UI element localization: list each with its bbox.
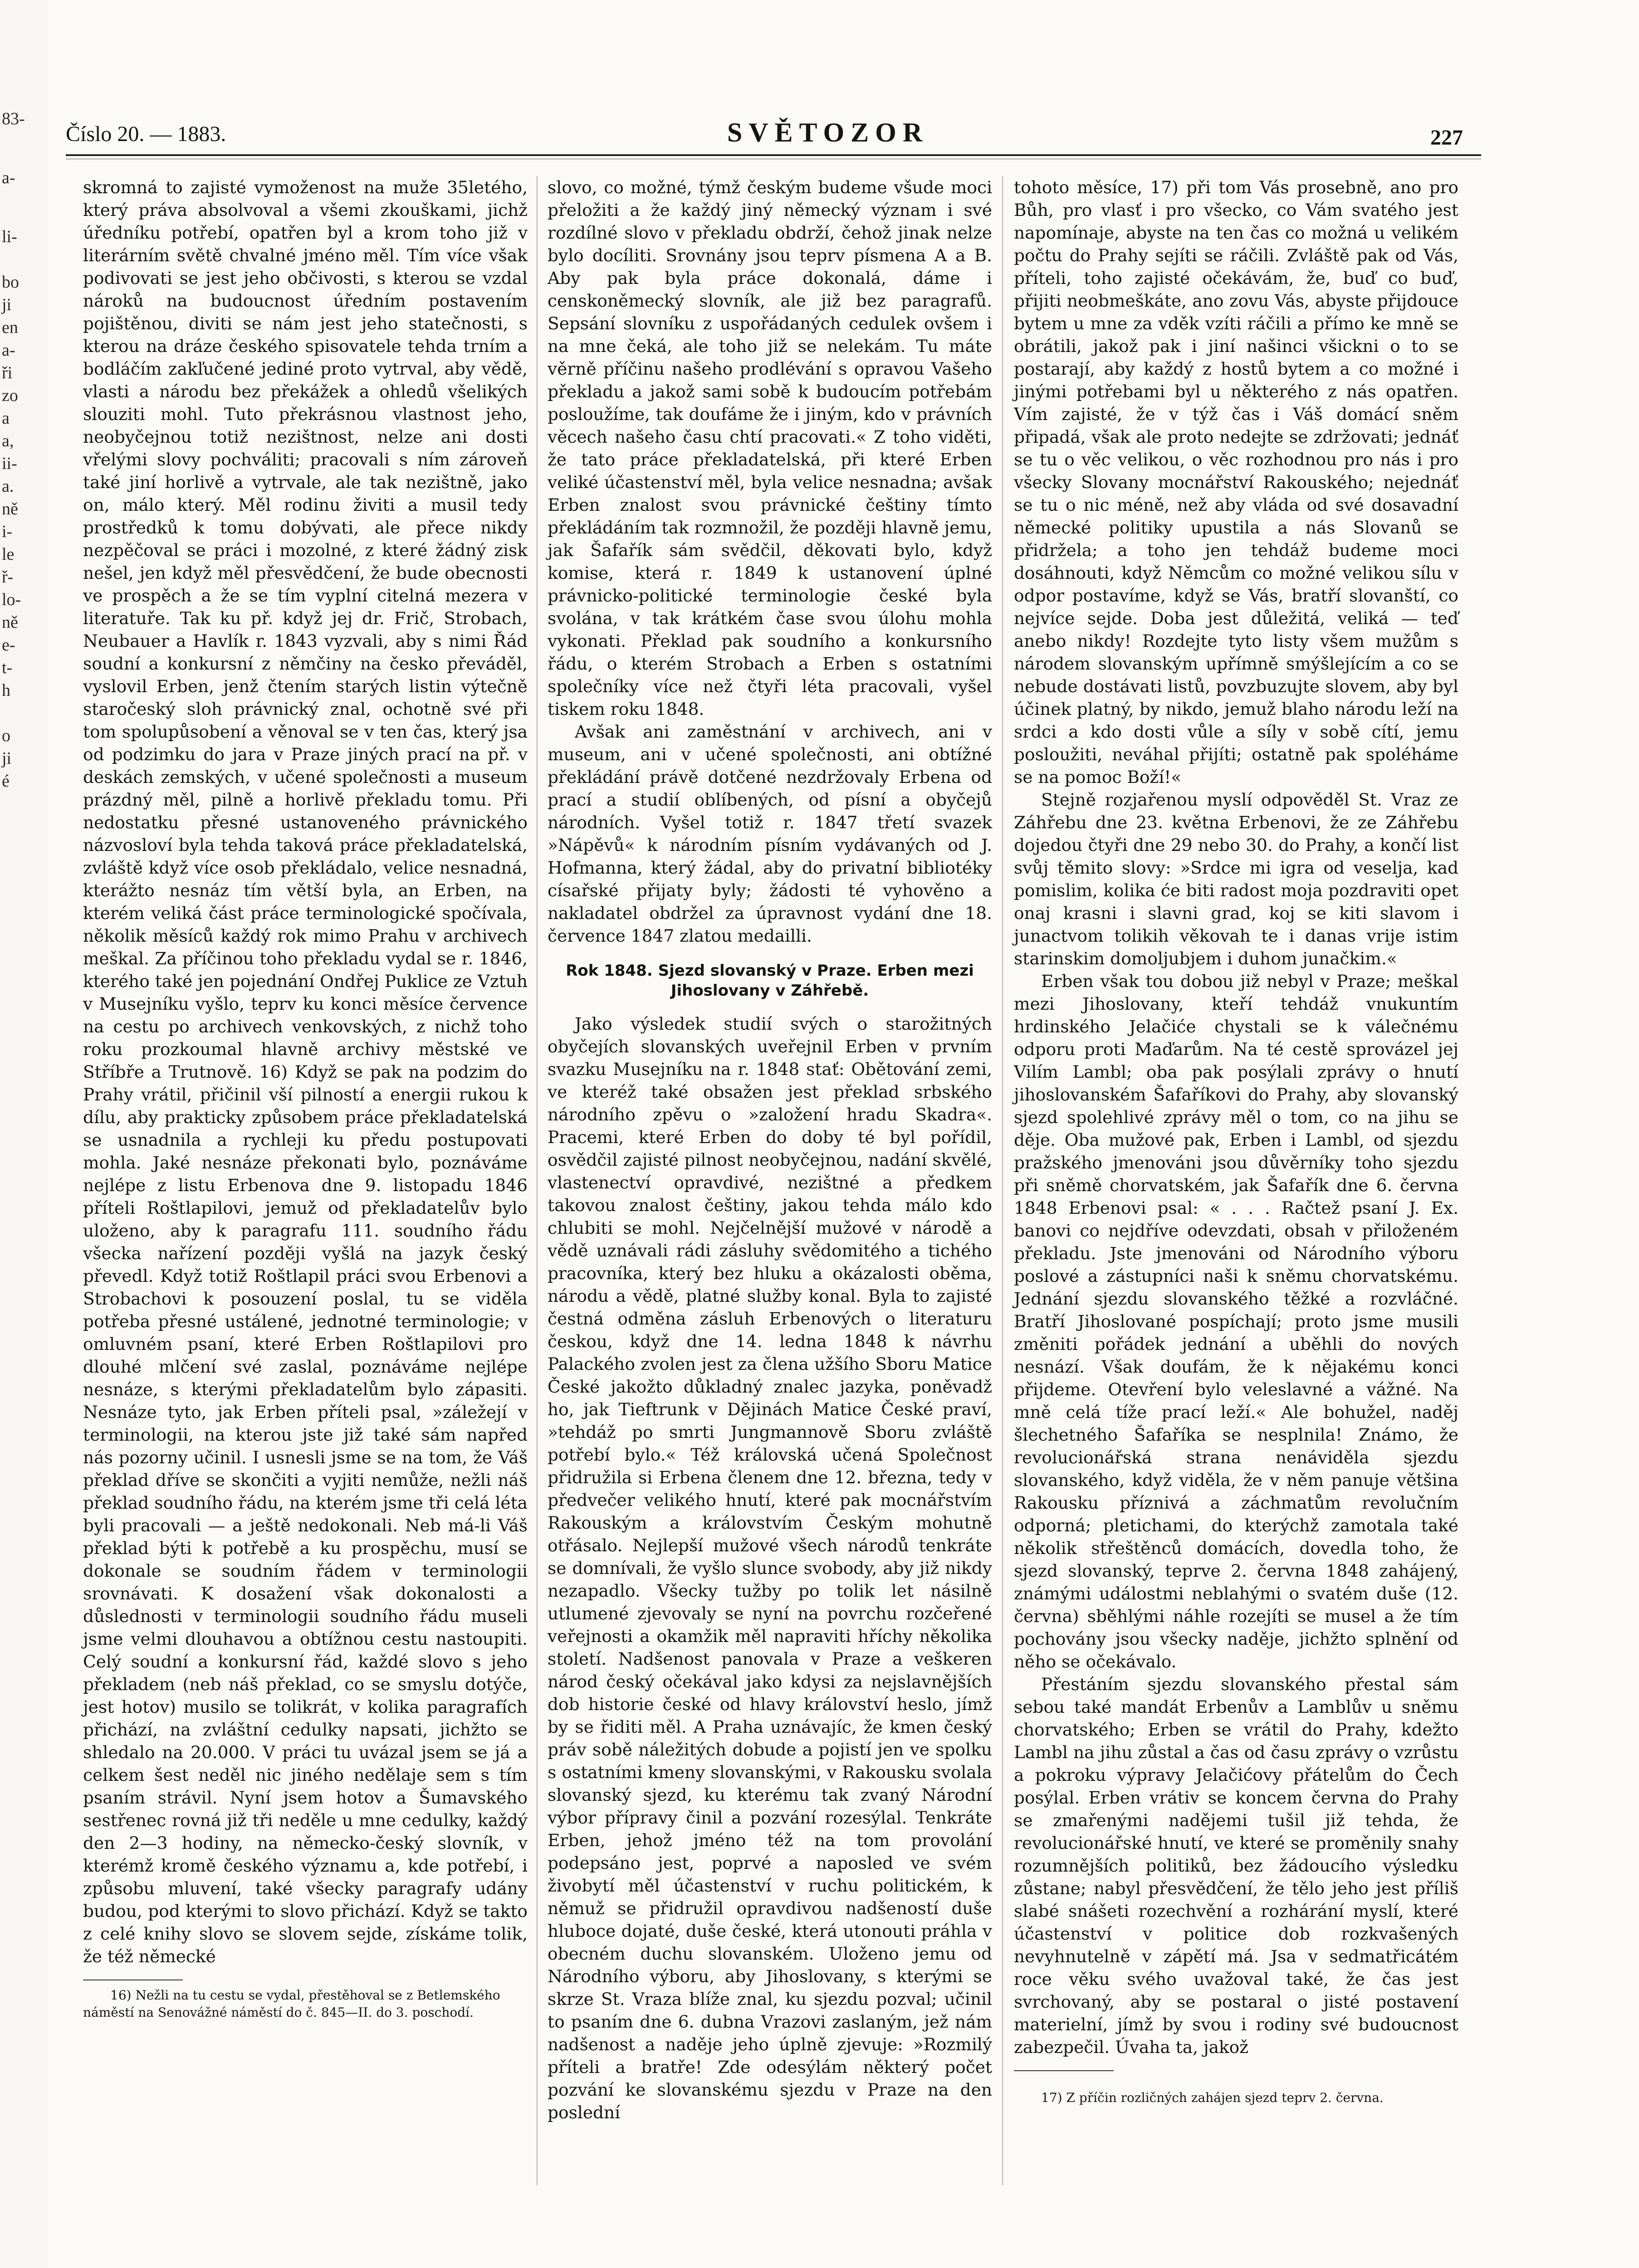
margin-fragment: a-: [2, 168, 15, 187]
footnote-17: 17) Z příčin rozličných zahájen sjezd teprv 2. června.: [1041, 2090, 1384, 2105]
margin-fragment: a-: [2, 341, 15, 360]
margin-fragment: a.: [2, 477, 14, 496]
margin-fragment: ř-: [2, 567, 14, 587]
margin-fragment: ně: [2, 613, 18, 632]
margin-fragment: ně: [2, 499, 18, 518]
paragraph: Jako výsledek studií svých o starožitných obyčejích slovanských uveřejnil Erben v prvním svazku Musejníku na r. 1848 stať: Obětování zemi, ve kteréž také obsažen jest překlad srbského národního zpěvu o »založení hradu Skadra«. Pracemi, které Erben do doby té byl pořídil, osvědčil zajisté pilnost neobyčejnou, nadání skvělé, vlastenectví opravdivé, nezištné a předkem takovou znalost češtiny, jakou tehda málo kdo chlubiti se mohl. Nejčelnější mužové v národě a vědě uznávali rádi zásluhy svědomitého a tichého pracovníka, který bez hluku a okázalosti oběma, národu a vědě, platné služby konal. Byla to zajisté čestná odměna zásluh Erbenových o literaturu českou, když dne 14. ledna 1848 k návrhu Palackého zvolen jest za člena užšího Sboru Matice České jakožto důkladný znalec jazyka, poněvadž ho, jak Tieftrunk v Dějinách Matice České praví, »tehdáž po smrti Jungmannově Sboru zvláště potřebí bylo.« Též královská učená Společnost přidružila si Erbena členem dne 12. března, tedy v předvečer velikého hnutí, které pak mocnářstvím Rakouským a královstvím Českým mohutně otřásalo. Nejlepší mužové všech národů tenkráte se domnívali, že vyšlo slunce svobody, aby již nikdy nezapadlo. Všecky tužby po tolik let násilně utlumené zjevovaly se nyní na povrchu rozčeřené veřejnosti a okamžik měl napraviti hříchy několika století. Nadšenost panovala v Praze a veškeren národ český očekával jako kdysi za nejslavnějších dob historie české od hlavy království heslo, jímž by se řiditi měl. A Praha uznávajíc, že kmen český práv sobě náležitých dobude a pojistí jen ve spolku s ostatními kmeny slovanskými, v Rakousku svolala slovanský sjezd, ku kterému tak zvaný Národní výbor přípravy činil a pozvání rozesýlal. Tenkráte Erben, jehož jméno též na tom provolání podepsáno jest, poprvé a naposled ve svém živobytí měl účastenství v ruchu politickém, k němuž se přidružil opravdivou nadšeností duše hluboce dojaté, duše české, která utonouti práhla v obecném duchu slovanském. Uloženo jemu od Národního výboru, aby Jihoslovany, s kterými se skrze St. Vraza blíže znal, ku sjezdu pozval; učinil to psaním dne 6. dubna Vrazovi zaslaným, jež nám nadšenost a naděje jeho úplně zjevuje: »Rozmilý příteli a bratře! Zde odesýlám některý počet pozvání ke slovanskému sjezdu v Praze na den poslední: [548, 1014, 992, 2122]
margin-fragment: t-: [2, 658, 13, 677]
column-divider: [537, 176, 538, 2185]
margin-fragment: bo: [2, 273, 19, 292]
footnote-16: 16) Nežli na tu cestu se vydal, přestěhoval se z Betlemského náměstí na Senovážné náměstí do č. 845—II. do 3. poschodí.: [83, 1988, 500, 2020]
margin-fragment: 83-: [2, 109, 25, 128]
column-1: [83, 176, 528, 2021]
footnote-rule: [1014, 2070, 1114, 2071]
header-rule: [66, 154, 1481, 156]
margin-fragment: li-: [2, 227, 17, 246]
margin-fragment: a: [2, 409, 10, 428]
paragraph: tohoto měsíce, 17) při tom Vás prosebně, ano pro Bůh, pro vlasť i pro všecko, co Vám svatého jest napomínaje, abyste na ten čas co možná u velikém počtu do Prahy sejíti se ráčili. Zvláště pak od Vás, příteli, toho zajisté očekávám, že, buď co buď, přijiti neobmeškáte, ano zovu Vás, abyste přijdouce bytem u mne za vděk vzíti ráčili a přímo ke mně se obrátili, jakož pak i jiní našinci všickni o to se postarají, aby každý z hostů bytem a co možné i jinými potřebami byl u některého z nás opatřen. Vím zajisté, že v týž čas i Váš domácí sněm připadá, však ale proto nedejte se zdržovati; jednáť se tu o věc velikou, o věc rozhodnou pro nás i pro všecky Slovany mocnářství Rakouského; nejednáť se tu o nic méně, než aby vláda od své dosavadní německé politiky upustila a nás Slovanů se přidržela; a toho jen tehdáž budeme moci dosáhnouti, když Němcům co možné velikou sílu v odpor postavíme, když se Vás, bratří slovanští, co nejvíce sejde. Doba jest důležitá, veliká — teď anebo nikdy! Rozdejte tyto listy všem mužům s národem slovanským upřímně smýšlejícím a co se nebude dostávati listů, povzbuzujte slovem, aby byl účinek platný, by nikdo, jemuž blaho národu leží na srdci a kdo dosti vůle a síly v sobě cítí, jemu posloužiti, neváhal přijíti; ostatně pak spoléháme se na pomoc Boží!«: [1014, 177, 1458, 787]
margin-fragment: ři: [2, 363, 13, 382]
paragraph: skromná to zajisté vymoženost na muže 35letého, který práva absolvoval a všemi zkouškami, jichž úředníku potřebí, opatřen byl a krom toho již v literárním světě chvalné jméno měl. Tím více však podivovati se jest jeho občivosti, s kterou se vzdal nároků na budoucnost úředním postavením pojištěnou, diviti se nám jest jeho statečnosti, s kterou na dráze českého spisovatele tehda trním a bodláčím zakľučené jediné proto vytrval, aby vědě, vlasti a národu bez překážek a ohledů všelikých slouziti mohl. Tuto překrásnou vlastnost jeho, neobyčejnou totiž nezištnost, nelze ani dosti vřelými slovy pochváliti; pracovali s ním zároveň také jiní horlivě a vytrvale, ale tak nezištně, jako on, málo který. Měl rodinu živiti a musil tedy prostředků k tomu dobývati, ale přece nikdy nezpěčoval se práci i mozolné, z které žádný zisk nešel, jen když měl přesvědčení, že bude obecnosti ve prospěch a že se tím vyplní citelná mezera v literatuře. Tak ku př. když jej dr. Frič, Strobach, Neubauer a Havlík r. 1843 vyzvali, aby s nimi Řád soudní a konkursní z němčiny na česko převáděl, vyslovil Erben, jenž čtením starých listin výtečně staročeský sloh právnický znal, ochotně své při tom spolupůsobení a věnoval se v ten čas, který jsa od podzimku do jara v Praze jiných prací na př. v deskách zemských, v učené společnosti a museum prázdný měl, pilně a horlivě překladu tomu. Při nedostatku přesné ustanoveného právnického názvosloví byla tehda taková práce překladatelská, zvláště když více osob překládalo, velice nesnadná, kterážto nesnáz tím větší byla, an Erben, na kterém veliká část práce terminologické spočívala, několik měsíců každý rok mimo Prahu v archivech meškal. Za příčinou toho překladu vydal se r. 1846, kterého také jen pojednání Ondřej Puklice ze Vztuh v Musejníku vyšlo, teprv ku konci měsíce července na cestu po archivech venkovských, z nichž toho roku prozkoumal hlavně archivy městské ve Stříbře a Trutnově. 16) Když se pak na podzim do Prahy vrátil, přičinil vší pilností a energii rukou k dílu, aby prakticky způsobem práce překladatelská se usnadnila a rychleji ku předu postupovati mohla. Jaké nesnáze překonati bylo, poznáváme nejlépe z listu Erbenova dne 9. listopadu 1846 příteli Roštlapilovi, jemuž od překladatelův bylo uloženo, aby k paragrafu 111. soudního řádu všecka nařízení později vyšlá na jazyk český převedl. Když totiž Roštlapil práci svou Erbenovi a Strobachovi k posouzení poslal, tu se viděla potřeba přesné ustálené, jednotné terminologie; v omluvném psaní, které Erben Roštlapilovi pro dlouhé mlčení své zaslal, poznáváme nejlépe nesnáze, s kterými překladatelům bylo zápasiti. Nesnáze tyto, jak Erben příteli psal, »záležejí v terminologii, na kterou jste již také sám napřed nás pozorny učinil. I usnesli jsme se na tom, že Váš překlad dříve se skončiti a vyjiti nemůže, nežli náš překlad soudního řádu, na kterém jsme tři celá léta byli pracovali — a ještě nedokonali. Neb má-li Váš překlad býti k potřebě a ku prospěchu, musí se dokonale se soudním řádem v terminologii srovnávati. K dosažení však dokonalosti a důslednosti v terminologii soudního řádu museli jsme velmi dlouhavou a obtížnou cestu nastoupiti. Celý soudní a konkursní řád, každé slovo s jeho překladem (neb náš překlad, co se smyslu dotýče, jest hotov) musilo se tolikrát, v kolika paragrafích přichází, na zvláštní cedulky napsati, jichžto se shledalo na 20.000. V práci tu uvázal jsem se já a celkem šest neděl nic jiného nedělaje sem s tím psaním strávil. Nyní jsem hotov a Šumavského sestřenec rovná již tři neděle u mne cedulky, každý den 2—3 hodiny, na německo-český slovník, v kterémž kromě českého významu a, kde potřebí, i způsobu mluvení, také všecky paragrafy udány budou, pod kterými to slovo přichází. Když se takto z celé knihy slovo se slovem sejde, získáme tolik, že též německé: [83, 177, 528, 1966]
margin-fragment: ji: [2, 295, 12, 314]
margin-fragment: i-: [2, 522, 13, 541]
page-number: 227: [1430, 126, 1463, 150]
margin-fragment: lo-: [2, 590, 21, 609]
margin-fragment: le: [2, 545, 15, 564]
paragraph: Avšak ani zaměstnání v archivech, ani v museum, ani v učené společnosti, ani obtížné překládání právě dotčené nezdržovaly Erbena od prací a studií oblíbených, od písní a obyčejů národních. Vyšel totiž r. 1847 třetí svazek »Nápěvů« k národním písním vydávaných od J. Hofmanna, který žádal, aby do privatní bibliotéky císařské přijaty byly; žádosti té vyhověno a nakladatel obdržel za úpravnost vydání dne 18. července 1847 zlatou medailli.: [548, 722, 992, 946]
margin-fragment: h: [2, 681, 10, 700]
paragraph: Přestáním sjezdu slovanského přestal sám sebou také mandát Erbenův a Lamblův u sněmu chorvatského; Erben se vrátil do Prahy, kdežto Lambl na jihu zůstal a čas od času zprávy o vzrůstu a pokroku výpravy Jelačićovy přátelům do Čech posýlal. Erben vrátiv se koncem června do Prahy se zmařenými nadějemi tušil již tehda, že revolucionářské hnutí, ve které se proměnily snahy rozumnějších politiků, bez žádoucího výsledku zůstane; nabyl přesvědčení, že tělo jeho jest příliš slabé snášeti rozechvění a rozhárání myslí, které účastenství v politice dob rozkvašených nevyhnutelně v zápětí má. Jsa v sedmatřicátém roce věku svého uvažoval také, že čas jest svrchovaný, aby se postaral o jisté postavení materielní, jímž by svou i rodiny své budoucnost zabezpečil. Úvaha ta, jakož: [1014, 1674, 1458, 2057]
margin-fragment: a,: [2, 431, 14, 450]
column-divider: [1002, 176, 1003, 2185]
margin-fragment: ji: [2, 749, 12, 768]
paragraph: Stejně rozjařenou myslí odpověděl St. Vraz ze Záhřebu dne 23. května Erbenovi, že ze Záhřebu dojedou čtyři dne 29 nebo 30. do Prahy, a končí list svůj těmito slovy: »Srdce mi igra od veselja, kad pomislim, kolika će biti radost moja pozdraviti opet onaj krasni i slavni grad, koj se kiti slavom i junactvom tolikih věkovah te i danas vrije istim starinskim domoljubjem i duhom junačkim.«: [1014, 790, 1458, 968]
margin-fragment: ii-: [2, 454, 17, 473]
margin-fragment: en: [2, 318, 18, 337]
issue-number: Číslo 20. — 1883.: [66, 122, 226, 146]
journal-page: [48, 0, 1639, 2268]
column-3: [1014, 176, 1458, 2107]
margin-fragment: é: [2, 772, 10, 791]
margin-fragment: o: [2, 726, 10, 745]
column-2: [548, 176, 992, 2124]
adjacent-page-edge: [0, 0, 49, 2268]
journal-title: SVĚTOZOR: [727, 117, 929, 147]
section-heading: Rok 1848. Sjezd slovanský v Praze. Erben mezi Jihoslovany v Záhřebě.: [566, 962, 974, 1000]
margin-fragment: e-: [2, 635, 15, 655]
paragraph: Erben však tou dobou již nebyl v Praze; meškal mezi Jihoslovany, kteří tehdáž vnukuntím hrdinského Jelačiće chystali se k válečnému odporu proti Maďarům. Na té cestě sprovázel jej Vilím Lambl; oba pak posýlali zprávy o hnutí jihoslovanském Šafaříkovi do Prahy, aby slovanský sjezd spolehlivé zprávy měl o tom, co na jihu se děje. Oba mužové pak, Erben i Lambl, od sjezdu pražského jmenováni jsou důvěrníky toho sjezdu při sněmě chorvatském, jak Šafařík dne 6. června 1848 Erbenovi psal: « . . . Račtež psaní J. Ex. banovi co nejdříve odevzdati, obsah v přiloženém překladu. Jste jmenováni od Národního výboru poslové a zástupníci naši k sněmu chorvatskému. Jednání sjezdu slovanského těžké a rozvláčné. Bratří Jihoslované pospíchají; proto jsme musili změniti pořádek jednání a uběhli do nových nesnází. Však doufám, že k nějakému konci přijdeme. Otevření bylo veleslavné a vážné. Na mně celá tíže prací leží.« Ale bohužel, naděj šlechetného Šafaříka se nesplnila! Známo, že revolucionářská strana nenáviděla sjezdu slovanského, když viděla, že v něm panuje většina Rakousku příznivá a záchmatům revolučním odporná; pletichami, do kterýchž zamotala také několik střeštěnců domácích, dovedla toho, že sjezd slovanský, teprve 2. června 1848 zahájený, známými událostmi neblahými o svatém duše (12. června) sběhlými náhle rozejíti se musel a že tím pochovány jsou všecky naděje, jichžto splnění od něho se očekávalo.: [1014, 971, 1458, 1672]
margin-fragment: zo: [2, 386, 18, 405]
paragraph: slovo, co možné, týmž českým budeme všude moci přeložiti a že každý jiný německý význam i své rozdílné slovo v překladu obdrží, čehož jinak nelze bylo docíliti. Srovnány jsou teprv písmena A a B. Aby pak byla práce dokonalá, dáme i censkoněmecký slovník, ale již bez paragrafů. Sepsání slovníku z uspořádaných cedulek ovšem i na mne čeká, ale toho již se nelekám. Tu máte věrně příčinu našeho prodlévání s opravou Vašeho překladu a jakož sami sobě k budoucím potřebám posloužíme, tak doufáme že i jiným, kdo v právních věcech našeho času chtí pracovati.« Z toho viděti, že tato práce překladatelská, při které Erben veliké účastenství měl, byla velice nesnadna; avšak Erben znalost svou právnické češtiny tímto překládáním tak rozmnožil, že později hlavně jemu, jak Šafařík sám svědčil, děkovati bylo, když komise, která r. 1849 k ustanovení úplné právnicko-politické terminologie české byla svolána, v tak krátkém čase svou úlohu mohla vykonati. Překlad pak soudního a konkursního řádu, o kterém Strobach a Erben s ostatními společníky více než čtyři léta pracovali, vyšel tiskem roku 1848.: [548, 177, 992, 719]
